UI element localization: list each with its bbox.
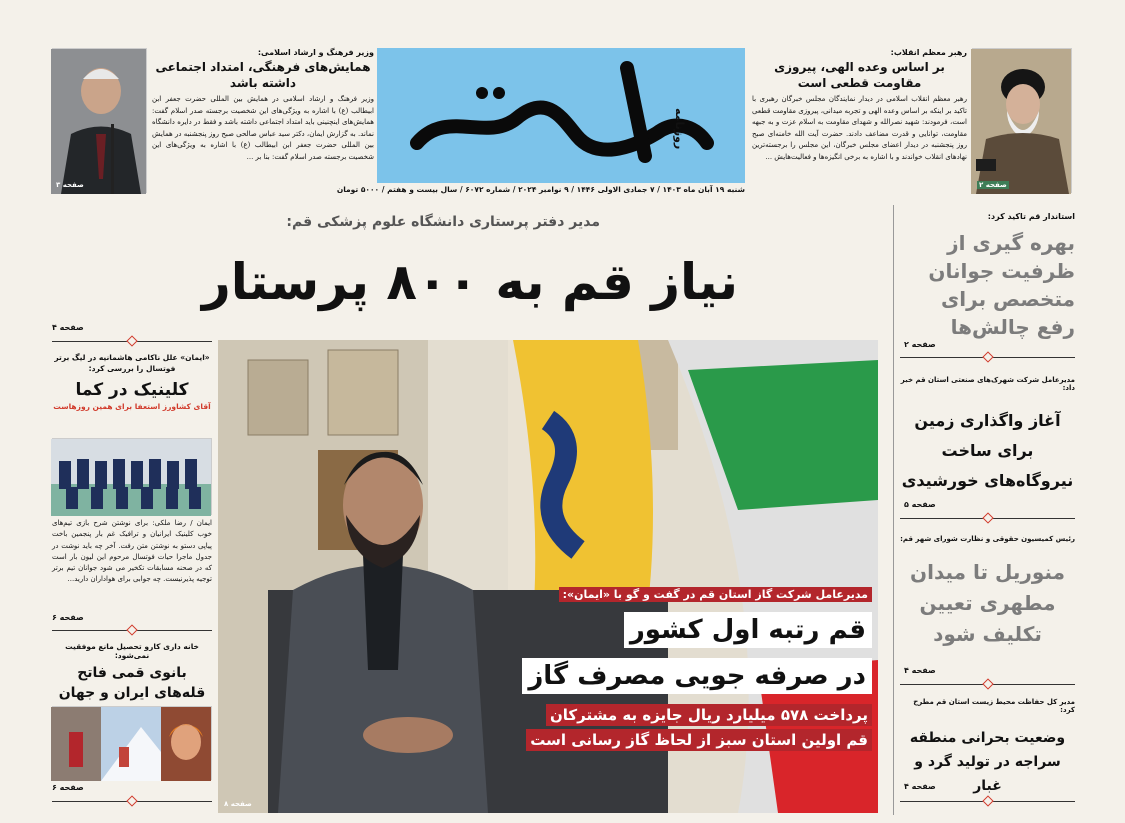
right-story-4-headline: وضعیت بحرانی منطقه سراجه در تولید گرد و غبار [909, 730, 1066, 794]
left-story-1 [52, 352, 212, 411]
left-story-1-headline: کلینیک در کما [75, 380, 189, 400]
main-kicker: مدیر دفتر پرستاری دانشگاه علوم پزشکی قم: [286, 214, 600, 230]
right-story-3-kicker: رئیس کمیسیون حقوقی و نظارت شورای شهر قم: [900, 535, 1075, 543]
top-left-body: وزیر فرهنگ و ارشاد اسلامی در همایش بین المللی حضرت جعفر ابن ابیطالب (ع) با اشاره به ویژگی‌های این شخصیت برجسته صدر اسلام گفت: همایش‌های اینچنینی باید امتداد اجتماعی داشته باشد و فقط در دایره دانشگاه نماند. به گزارش ایمان، دکتر سید عباس صالحی صبح روز پنجشنبه در همایش بین المللی حضرت جعفر ابن ابیطالب (ع) با اشاره به ویژگی‌های این شخصیت برجسته صدر اسلام گفت: بنا بر ... [152, 95, 374, 161]
logo-sub: روزنامه [673, 108, 686, 150]
futsal-team-photo [52, 438, 212, 515]
right-story-4-page: صفحه ۴ [904, 782, 936, 791]
right-col-rule [893, 205, 894, 815]
top-left-kicker: وزیر فرهنگ و ارشاد اسلامی: [257, 48, 374, 57]
top-left-headline: همایش‌های فرهنگی، امتداد اجتماعی داشته باشد [155, 60, 371, 90]
main-headline: نیاز قم به ۸۰۰ پرستار [201, 253, 738, 311]
photo-headline-2: در صرفه جویی مصرف گاز [522, 658, 872, 694]
left-story-1-body: ایمان / رضا ملکی: برای نوشتن شرح بازی تیم‌های خوب کلینیک ایرانیان و ترافیک غم بار پنجمین باخت پیاپی دستو به نوشتن متن رفت. آخر چه باید نوشت در جدول ماجرا حیات فوتسال مرحوم این لیون بار است که در صحنه مسابقات تکخیر می شود جوانان تیم برتر توجیه پذیرنیست. چه جوابی برای هواداران دارید... [52, 519, 212, 584]
top-right-kicker: رهبر معظم انقلاب: [890, 48, 967, 57]
photo-sub-1: پرداخت ۵۷۸ میلیارد ریال جایزه به مشترکان [546, 704, 872, 726]
divider-diamond [982, 678, 993, 689]
left-story-2 [52, 642, 212, 703]
right-story-2 [900, 376, 1075, 496]
divider-diamond [982, 351, 993, 362]
right-story-1-headline: بهره گیری از ظرفیت جوانان متخصص برای رفع چالش‌ها [928, 231, 1075, 339]
photo-page: صفحه ۸ [224, 800, 252, 808]
divider-diamond [126, 335, 137, 346]
main-photo [218, 340, 878, 813]
main-page: صفحه ۴ [52, 323, 84, 332]
dateline: شنبه ۱۹ آبان ماه ۱۴۰۳ / ۷ جمادی الاولی ۱۴۴۶ / ۹ نوامبر ۲۰۲۴ / شماره ۶۰۷۲ / سال بیست و هفتم / ۵۰۰۰ تومان [336, 185, 745, 194]
top-right-story [752, 48, 967, 189]
masthead-logo [377, 48, 745, 183]
left-story-2-headline: بانوی قمی فاتح قله‌های ایران و جهان [58, 665, 206, 701]
top-left-page: صفحه ۳ [56, 181, 84, 189]
top-right-body: رهبر معظم انقلاب اسلامی در دیدار نمایندگان مجلس خبرگان رهبری با تاکید بر اینکه بر اساس وعده الهی و تجربه میدانی، پیروزی مقاومت قطعی است، فرمودند: شهید نصرالله و شهدای مقاومت به اسلام عزت و به جبهه مقاومت، توانایی و قدرت مضاعف دادند. حضرت آیت الله خامنه‌ای صبح روز پنجشنبه در دیدار اعضای مجلس خبرگان، این مجلس را برجسته‌ترین نهادهای انقلاب خواندند و با اشاره به برخی انگیزه‌ها و فعالیت‌هایش ... [752, 95, 967, 161]
top-right-page: صفحه ۲ [979, 181, 1007, 189]
top-right-headline: بر اساس وعده الهی، پیروزی مقاومت قطعی است [774, 60, 945, 90]
right-story-3-page: صفحه ۴ [904, 666, 936, 675]
photo-headline-1: قم رتبه اول کشور [624, 612, 872, 648]
photo-label: مدیرعامل شرکت گاز استان قم در گفت و گو با «ایمان»: [559, 587, 872, 602]
logo-artwork [377, 48, 745, 183]
top-left-story [152, 48, 374, 189]
right-story-4-kicker: مدیر کل حفاظت محیط زیست استان قم مطرح کرد: [913, 698, 1075, 714]
left-story-2-page: صفحه ۶ [52, 783, 84, 792]
right-story-2-page: صفحه ۵ [904, 500, 936, 509]
right-story-2-kicker: مدیرعامل شرکت شهرک‌های صنعتی استان قم خبر داد: [900, 376, 1075, 392]
right-story-1 [900, 212, 1075, 341]
right-story-1-page: صفحه ۲ [904, 340, 936, 349]
left-story-2-kicker: خانه داری کارو تحصیل مانع موفقیت نمی‌شود: [65, 642, 199, 660]
left-story-1-sub: آقای کشاورز استعفا برای همین روزهاست [53, 402, 211, 411]
leader-photo [972, 48, 1072, 193]
right-story-2-headline: آغاز واگذاری زمین برای ساخت نیروگاه‌های خورشیدی [901, 411, 1074, 490]
right-story-3 [900, 535, 1075, 650]
left-story-1-page: صفحه ۶ [52, 613, 84, 622]
mountaineer-photo [52, 706, 212, 780]
right-story-1-kicker: استاندار قم تاکید کرد: [987, 212, 1075, 221]
divider-diamond [982, 512, 993, 523]
divider-diamond [126, 624, 137, 635]
minister-photo [52, 48, 147, 193]
divider-diamond [126, 795, 137, 806]
right-story-3-headline: منوریل تا میدان مطهری تعیین تکلیف شود [910, 560, 1065, 646]
photo-sub-2: قم اولین استان سبز از لحاظ گاز رسانی است [526, 729, 872, 751]
left-story-1-kicker: «ایمان» علل ناکامی هاشمانیه در لیگ برتر فوتسال را بررسی کرد: [54, 353, 210, 373]
